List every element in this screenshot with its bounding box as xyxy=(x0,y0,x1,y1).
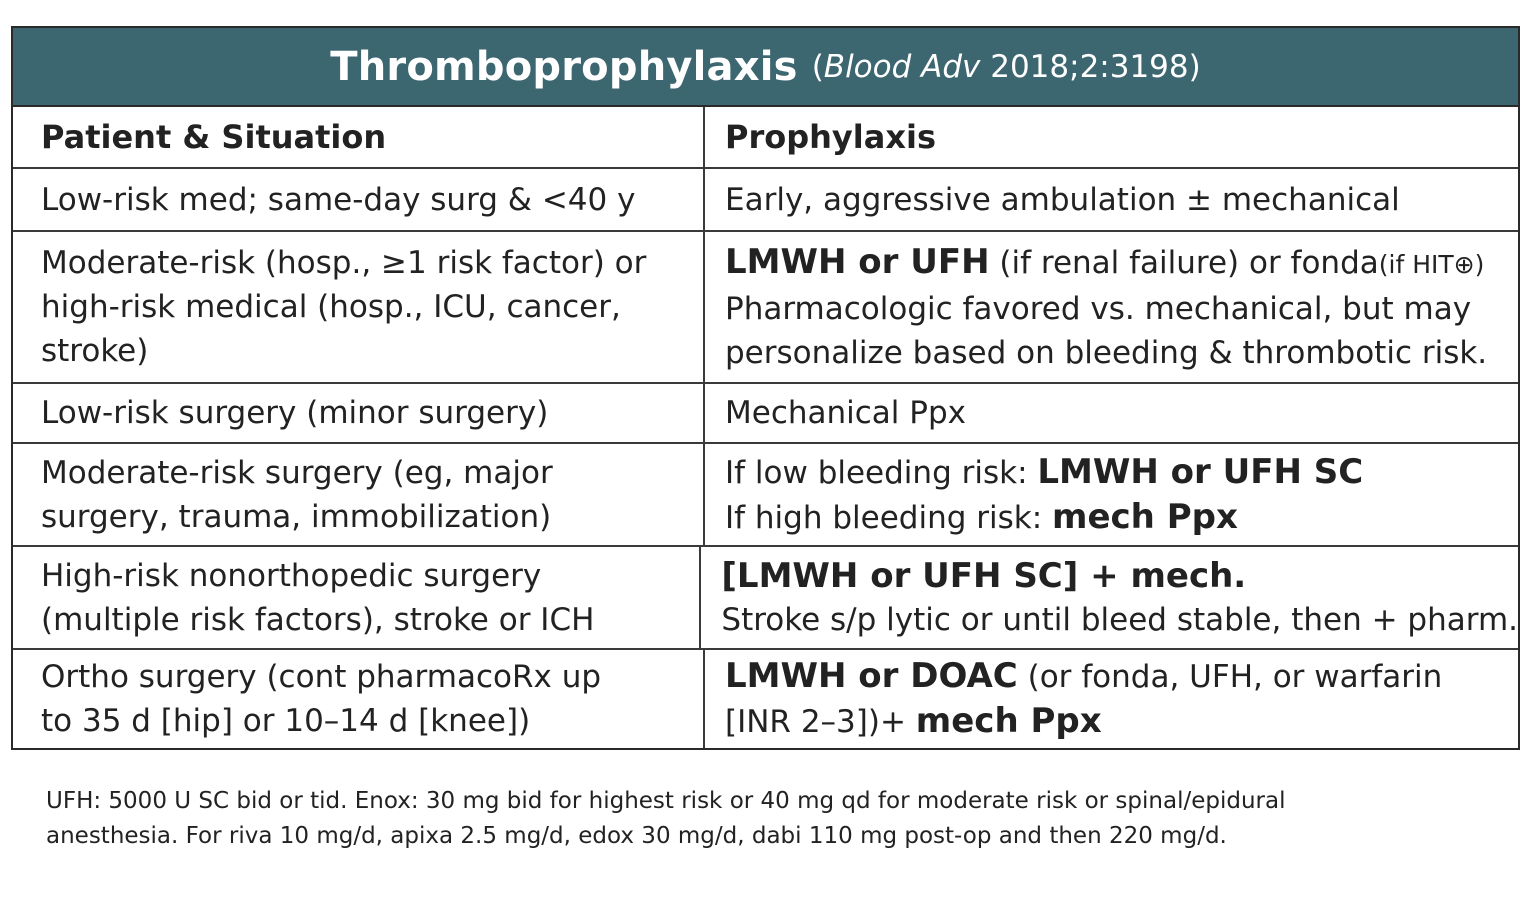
citation-open: ( xyxy=(811,48,824,85)
table-row xyxy=(13,384,1518,444)
citation-rest: 2018;2:3198) xyxy=(980,48,1201,85)
table-row xyxy=(13,169,1518,232)
cell-line xyxy=(725,240,1518,287)
cell-line xyxy=(725,450,1518,495)
cell-line: Low-risk med; same-day surg & <40 y xyxy=(41,181,636,218)
footnote-line: UFH: 5000 U SC bid or tid. Enox: 30 mg bid for highest risk or 40 mg qd for moderate risk or spinal/epidural xyxy=(46,788,1286,814)
cell-line xyxy=(725,495,1518,540)
patient-situation-cell xyxy=(13,650,705,748)
header-patient-situation: Patient & Situation xyxy=(13,107,705,167)
cell-text: If high bleeding risk: xyxy=(725,499,1053,536)
cell-line: Stroke s/p lytic or until bleed stable, then + pharm. xyxy=(721,601,1518,638)
drug-emphasis: LMWH or DOAC xyxy=(725,656,1018,696)
prophylaxis-cell xyxy=(705,650,1518,748)
cell-line: Early, aggressive ambulation ± mechanical xyxy=(725,181,1400,218)
patient-situation-cell xyxy=(13,384,705,442)
dosing-footnote xyxy=(46,784,1285,854)
cell-line: high-risk medical (hosp., ICU, cancer, xyxy=(41,289,621,325)
drug-emphasis: mech Ppx xyxy=(915,701,1102,741)
cell-line: stroke) xyxy=(41,333,149,369)
table-citation xyxy=(812,49,1201,85)
prophylaxis-cell xyxy=(705,232,1518,382)
thromboprophylaxis-table xyxy=(11,26,1520,750)
table-row xyxy=(13,650,1518,748)
cell-line: Pharmacologic favored vs. mechanical, but may xyxy=(725,290,1472,327)
prophylaxis-cell xyxy=(701,547,1518,648)
cell-line: Moderate-risk surgery (eg, major xyxy=(41,454,553,491)
patient-situation-cell xyxy=(13,169,705,230)
drug-emphasis: LMWH or UFH xyxy=(725,241,990,282)
header-row xyxy=(13,107,1518,169)
patient-situation-cell xyxy=(13,444,705,545)
cell-text-small: (if HIT⊕) xyxy=(1378,249,1485,279)
cell-line: Mechanical Ppx xyxy=(725,395,966,431)
patient-situation-cell xyxy=(13,547,701,648)
cell-line: surgery, trauma, immobilization) xyxy=(41,498,552,535)
cell-line: Ortho surgery (cont pharmacoRx up xyxy=(41,659,602,695)
table-row xyxy=(13,232,1518,384)
drug-emphasis: [LMWH or UFH SC] + mech. xyxy=(721,555,1247,596)
drug-emphasis: LMWH or UFH SC xyxy=(1037,451,1364,492)
header-prophylaxis: Prophylaxis xyxy=(725,118,936,156)
cell-line: Moderate-risk (hosp., ≥1 risk factor) or xyxy=(41,245,647,281)
cell-line xyxy=(725,699,1518,744)
cell-line: Low-risk surgery (minor surgery) xyxy=(41,395,549,431)
patient-situation-cell xyxy=(13,232,705,382)
table-title-bar xyxy=(13,28,1518,107)
cell-text: [INR 2–3])+ xyxy=(725,704,916,740)
prophylaxis-cell xyxy=(705,384,1518,442)
cell-text: If low bleeding risk: xyxy=(725,454,1038,491)
table-row xyxy=(13,547,1518,650)
prophylaxis-cell xyxy=(705,169,1518,230)
citation-journal: Blood Adv xyxy=(823,48,981,85)
cell-line: to 35 d [hip] or 10–14 d [knee]) xyxy=(41,703,531,739)
cell-line: personalize based on bleeding & thrombotic risk. xyxy=(725,334,1488,371)
table-title: Thromboprophylaxis xyxy=(330,43,798,90)
cell-text: (or fonda, UFH, or warfarin xyxy=(1017,659,1443,695)
cell-text: (if renal failure) or fonda xyxy=(989,244,1379,281)
table-row xyxy=(13,444,1518,547)
prophylaxis-cell xyxy=(705,444,1518,545)
footnote-line: anesthesia. For riva 10 mg/d, apixa 2.5 mg/d, edox 30 mg/d, dabi 110 mg post-op and then 220 mg/d. xyxy=(46,823,1227,849)
cell-line: High-risk nonorthopedic surgery xyxy=(41,557,542,594)
cell-line: (multiple risk factors), stroke or ICH xyxy=(41,601,595,638)
cell-line xyxy=(725,654,1518,699)
drug-emphasis: mech Ppx xyxy=(1052,496,1238,537)
